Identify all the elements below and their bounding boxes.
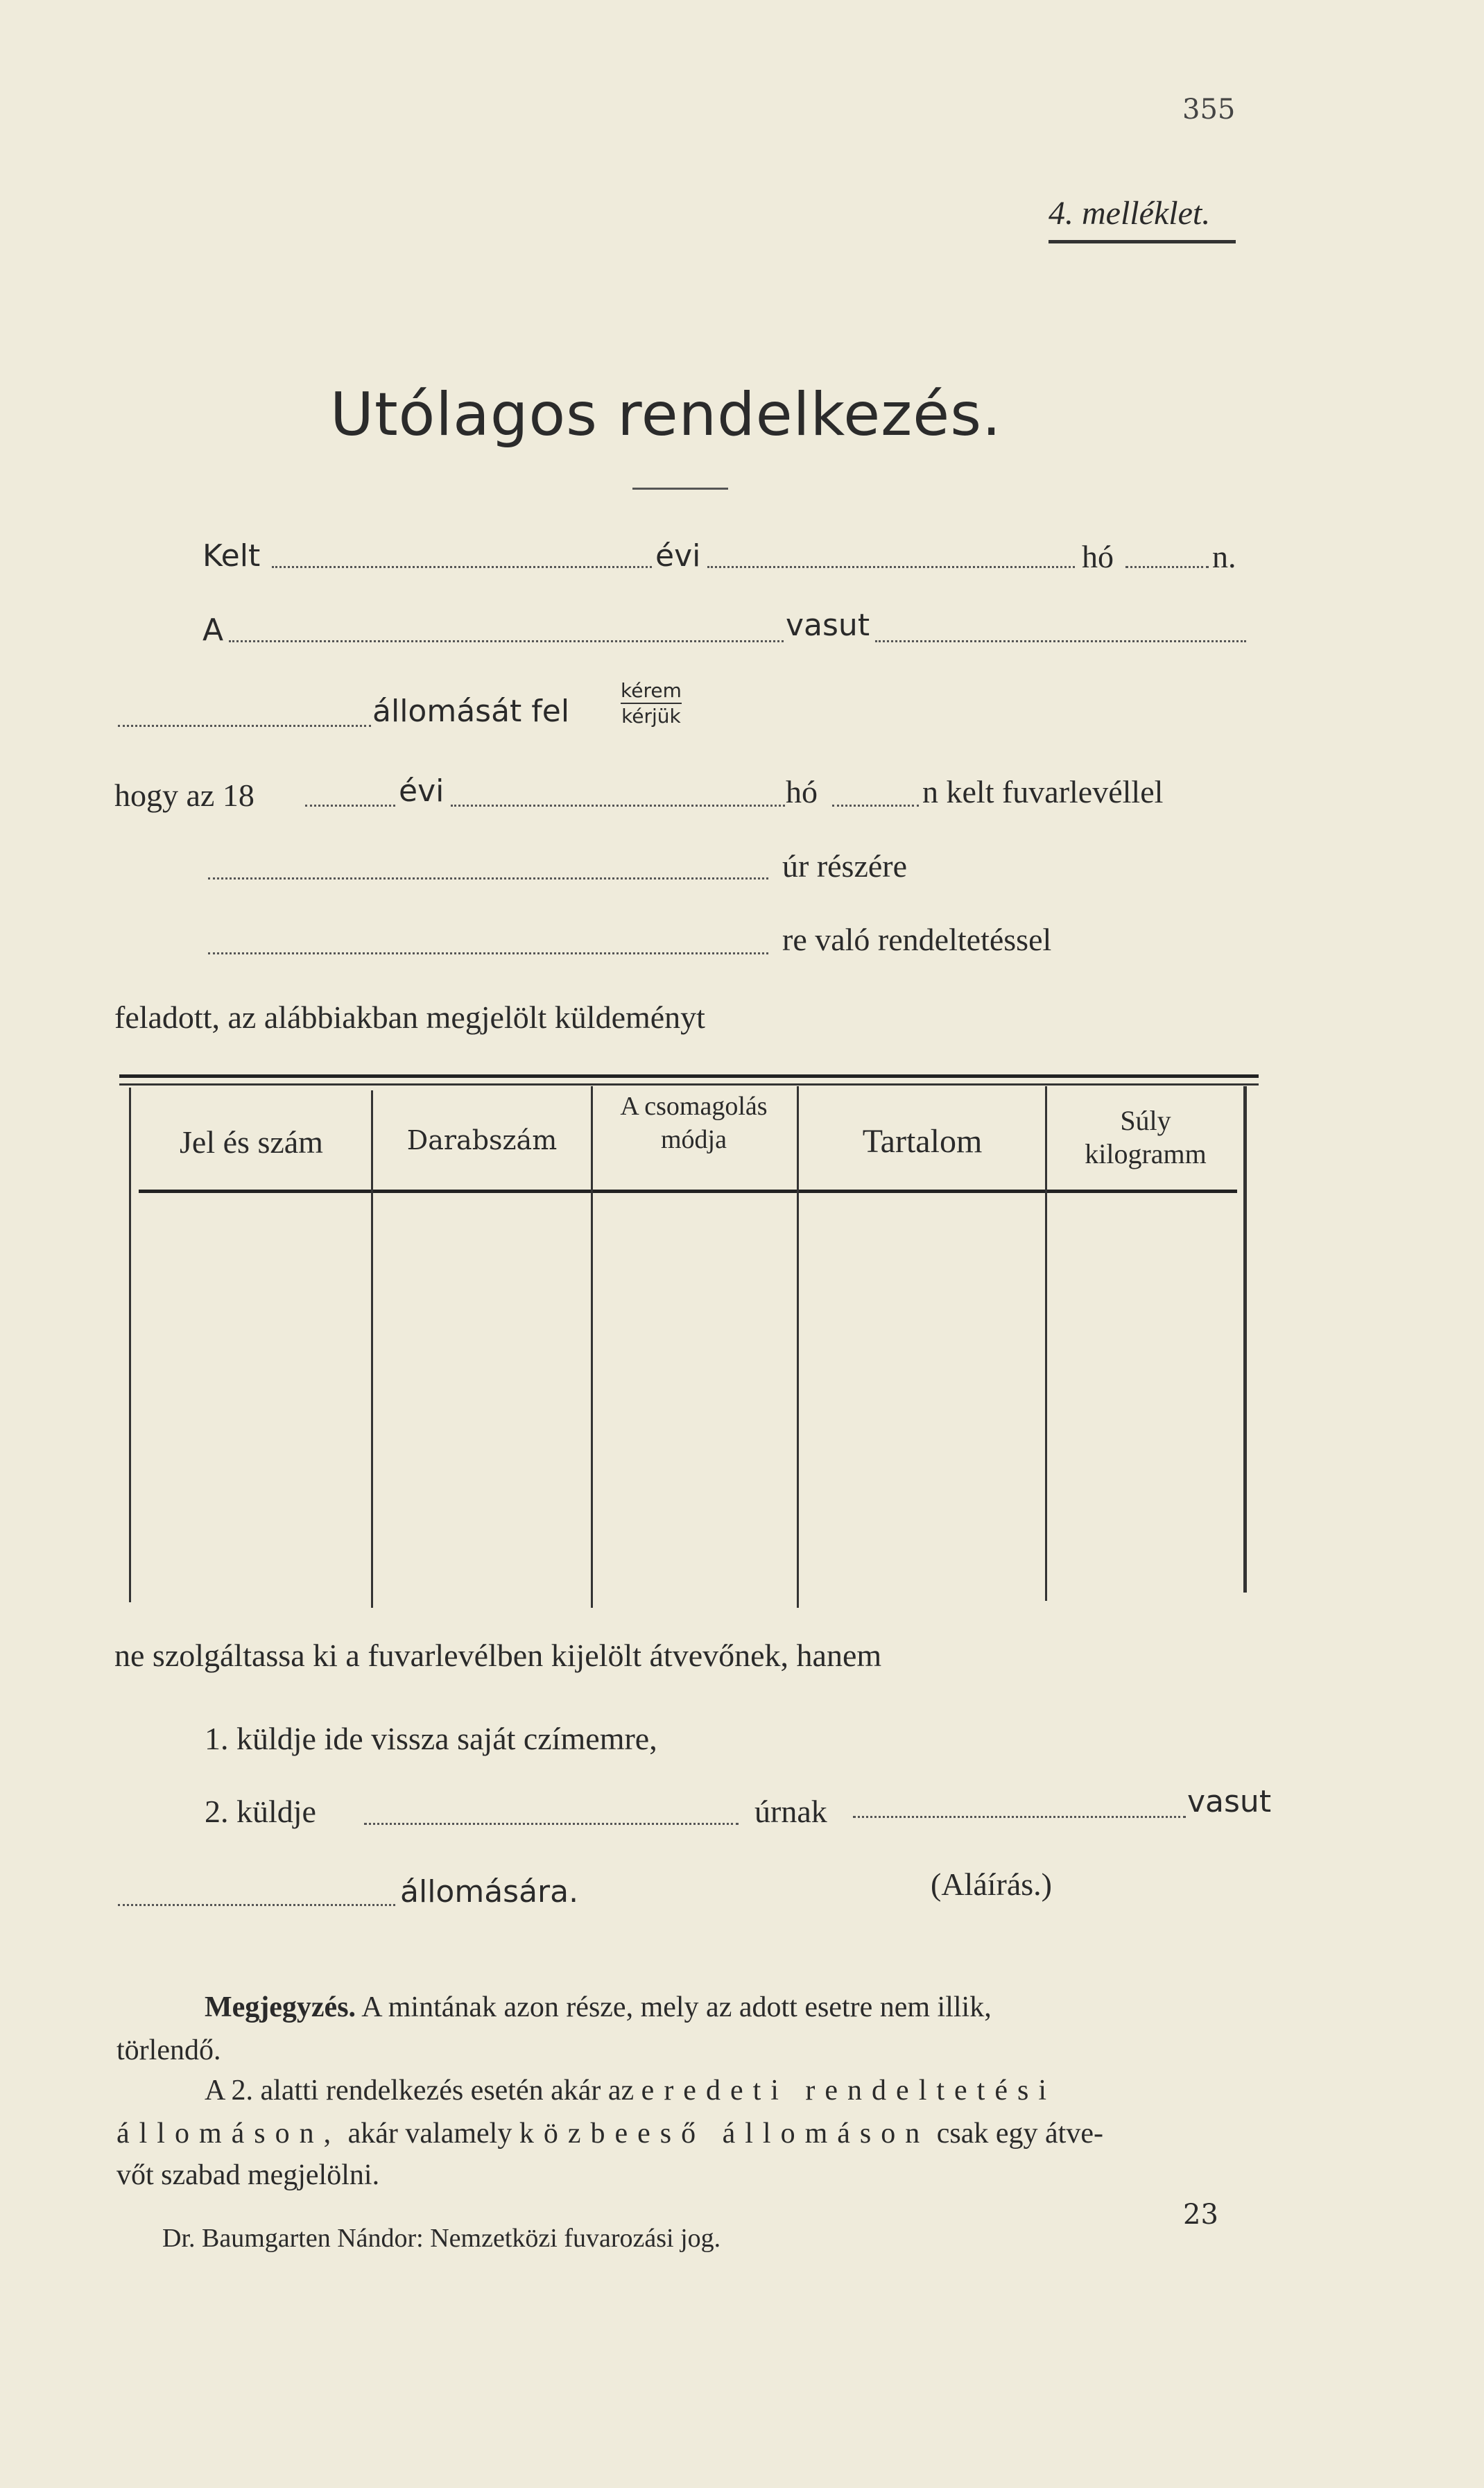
column-divider-3 (797, 1086, 799, 1608)
note-line-5: vőt szabad megjelölni. (117, 2159, 380, 2191)
column-header-weight: Súly kilogramm (1085, 1105, 1207, 1169)
note-line-1 (205, 1991, 992, 2024)
note-text-4c: közbeeső állomáson (519, 2118, 930, 2150)
column-divider-4 (1045, 1086, 1047, 1601)
label-ho-2: hó (786, 774, 818, 809)
column-divider-2 (591, 1086, 593, 1608)
annex-underline (1049, 240, 1236, 243)
page-number: 355 (1182, 94, 1236, 126)
note-line-4 (117, 2117, 1103, 2150)
table-right-border (1243, 1086, 1247, 1593)
label-evi: évi (655, 538, 701, 574)
column-header-count: Darabszám (406, 1125, 558, 1156)
signature-label: (Aláírás.) (931, 1867, 1052, 1902)
label-evi-2: évi (399, 773, 445, 809)
option-1: 1. küldje ide vissza saját czímemre, (205, 1721, 657, 1756)
instruction-line: ne szolgáltassa ki a fuvarlevélben kijelölt átvevőnek, hanem (114, 1638, 882, 1673)
option-2-urnak: úrnak (754, 1794, 827, 1829)
option-2-label: 2. küldje (205, 1794, 316, 1829)
note-text-4a: állomáson, (117, 2118, 341, 2150)
label-kerjuk: kérjük (621, 705, 681, 728)
footer-citation: Dr. Baumgarten Nándor: Nemzetközi fuvarozási jog. (162, 2224, 721, 2253)
railway-field[interactable] (229, 640, 784, 642)
note-line-2: törlendő. (117, 2034, 221, 2066)
sheet-number: 23 (1183, 2199, 1218, 2231)
recipient-field[interactable] (208, 877, 768, 880)
note-text-1: A mintának azon része, mely az adott esetre nem illik, (361, 1991, 992, 2023)
note-text-4b: akár valamely (347, 2118, 512, 2150)
day-field[interactable] (832, 805, 919, 807)
table-top-rule (119, 1074, 1259, 1078)
label-a: A (202, 612, 224, 648)
year-suffix-field[interactable] (305, 805, 395, 807)
note-text-3b: eredeti rendeltetési (641, 2075, 1056, 2107)
table-header-rule (139, 1190, 1237, 1193)
column-header-contents: Tartalom (862, 1123, 983, 1160)
label-n: n. (1212, 539, 1236, 574)
intro-shipment: feladott, az alábbiakban megjelölt küldeményt (114, 1000, 705, 1035)
label-re-valo: re való rendeltetéssel (782, 922, 1052, 957)
month-field[interactable] (1125, 566, 1209, 568)
label-n-kelt: n kelt fuvarlevéllel (922, 774, 1164, 809)
note-heading: Megjegyzés. (205, 1991, 356, 2023)
column-divider-1 (371, 1090, 373, 1608)
table-left-border (129, 1088, 131, 1602)
note-line-3 (205, 2074, 1056, 2107)
column-header-mark: Jel és szám (180, 1124, 323, 1160)
date-place-field[interactable] (272, 566, 652, 568)
railway-field-2[interactable] (875, 640, 1246, 642)
label-kerem: kérem (621, 678, 682, 704)
station-field[interactable] (118, 725, 371, 727)
destination-field[interactable] (208, 952, 768, 954)
request-fraction (621, 678, 682, 728)
label-kelt: Kelt (202, 538, 261, 574)
month-field-2[interactable] (451, 805, 785, 807)
column-header-packaging: A csomagolás módja (620, 1092, 768, 1154)
year-field[interactable] (707, 566, 1075, 568)
label-vasut: vasut (786, 608, 870, 643)
label-ur-reszere: úr részére (782, 848, 908, 884)
note-text-4d: csak egy átve- (936, 2118, 1103, 2150)
annex-label: 4. melléklet. (1049, 195, 1211, 232)
destination-station-field[interactable] (118, 1904, 395, 1906)
option-2-recipient-field[interactable] (364, 1823, 739, 1825)
label-ho: hó (1082, 539, 1114, 574)
option-2-railway-field[interactable] (853, 1816, 1186, 1818)
page-title: Utólagos rendelkezés. (330, 380, 1002, 449)
table-top-rule-2 (119, 1083, 1259, 1086)
note-text-3a: A 2. alatti rendelkezés esetén akár az (205, 2075, 635, 2107)
title-divider (632, 488, 728, 490)
label-allomasara: állomására. (400, 1874, 579, 1910)
label-hogy-az: hogy az 18 (114, 778, 254, 813)
option-2-vasut: vasut (1187, 1784, 1272, 1819)
label-allomasat: állomását fel (372, 694, 570, 729)
